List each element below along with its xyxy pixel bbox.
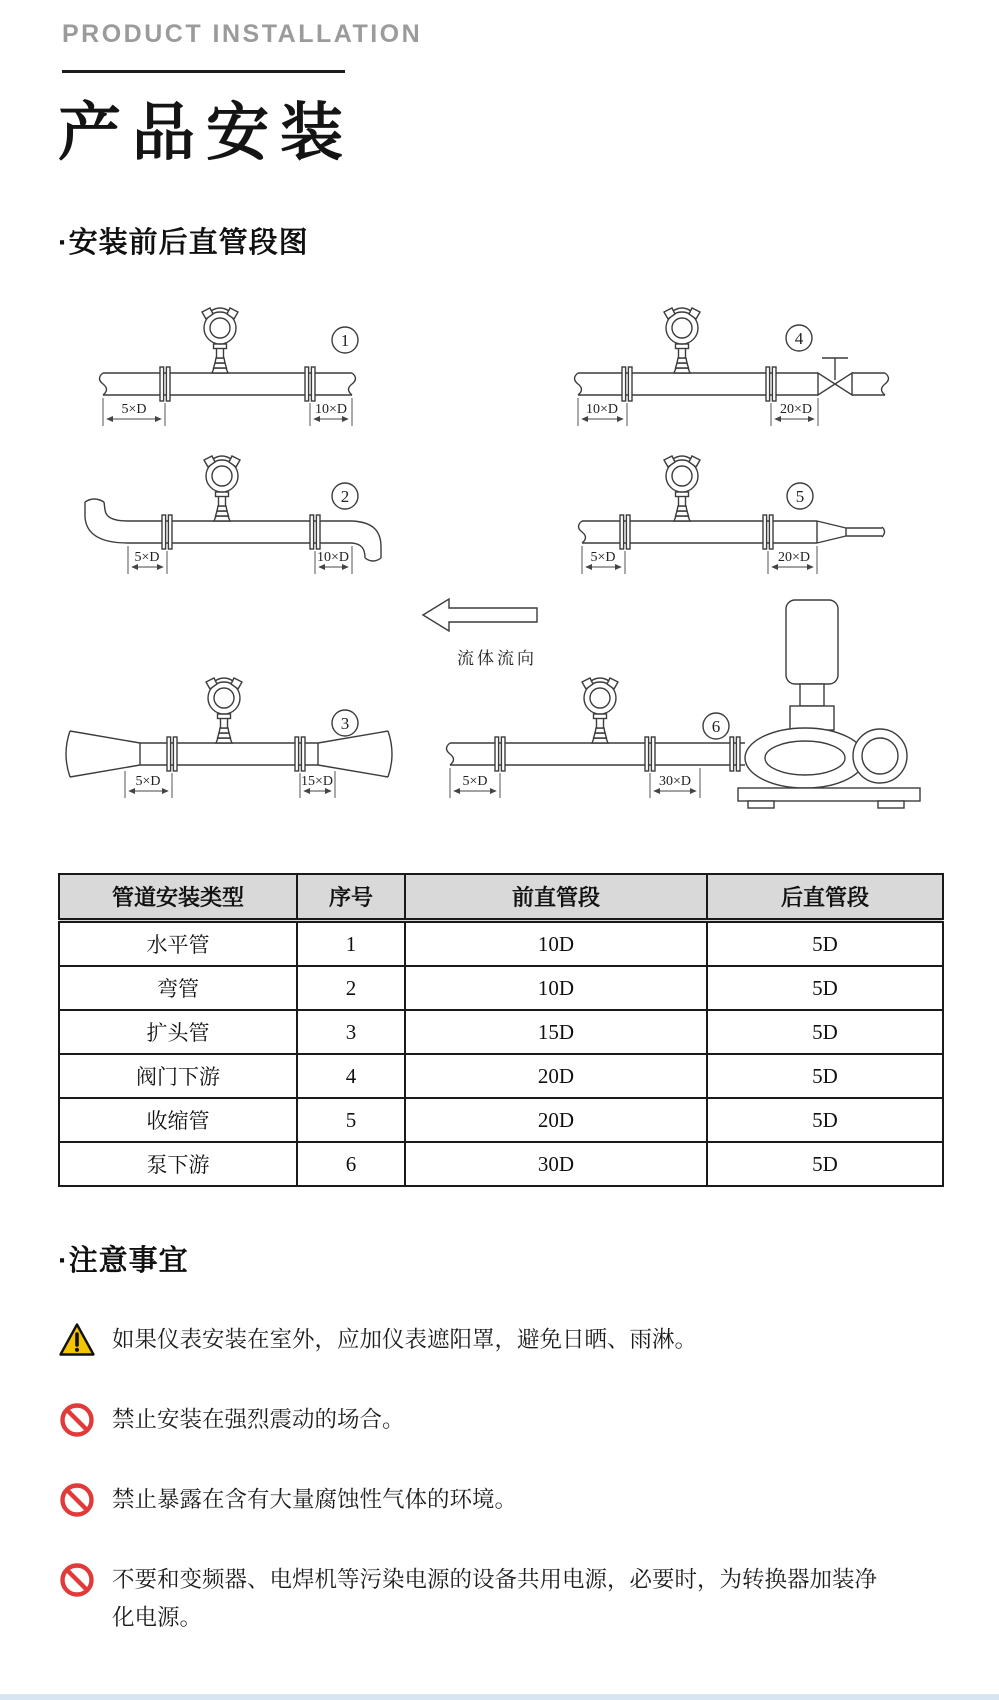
flow-direction-arrow	[423, 599, 537, 631]
diagram-6-pump-downstream	[447, 600, 921, 808]
cell-downstream: 5D	[707, 921, 943, 967]
prohibited-icon	[58, 1561, 96, 1599]
dim-label: 5×D	[121, 402, 147, 417]
prohibited-icon	[58, 1481, 96, 1519]
flow-meter-icon	[206, 678, 242, 743]
note-text: 不要和变频器、电焊机等污染电源的设备共用电源，必要时，为转换器加装净化电源。	[112, 1567, 878, 1630]
flow-meter-icon	[582, 678, 618, 743]
note-text: 禁止安装在强烈震动的场合。	[112, 1407, 405, 1432]
diagram-1-horizontal-pipe	[100, 308, 359, 426]
dim-label: 10×D	[585, 402, 619, 417]
valve-icon	[818, 358, 852, 395]
flange-icon	[295, 737, 305, 771]
diagram-number: 1	[340, 331, 350, 350]
dim-label: 5×D	[134, 550, 160, 565]
diagram-3-expanded-pipe	[66, 678, 392, 798]
table-row	[59, 1142, 943, 1186]
dim-label: 10×D	[314, 402, 348, 417]
flow-meter-icon	[664, 456, 700, 521]
flow-meter-icon	[664, 308, 700, 373]
cell-upstream: 30D	[405, 1142, 707, 1186]
flange-icon	[160, 367, 170, 401]
cell-upstream: 10D	[405, 966, 707, 1010]
diagram-number: 5	[795, 487, 805, 506]
dim-label: 5×D	[590, 550, 616, 565]
note-item	[58, 1561, 944, 1637]
table-header-row	[59, 874, 943, 921]
diagram-2-bend-pipe	[85, 456, 381, 574]
flange-icon	[620, 515, 630, 549]
cell-upstream: 15D	[405, 1010, 707, 1054]
warning-icon	[58, 1321, 96, 1359]
flange-icon	[310, 515, 320, 549]
cell-type: 收缩管	[59, 1098, 297, 1142]
flange-icon	[763, 515, 773, 549]
flow-meter-icon	[202, 308, 238, 373]
title-underline	[62, 70, 345, 73]
cell-downstream: 5D	[707, 1142, 943, 1186]
cell-number: 2	[297, 966, 405, 1010]
col-header-number: 序号	[297, 874, 405, 921]
diagram-4-valve-downstream	[575, 308, 889, 426]
col-header-install-type: 管道安装类型	[59, 874, 297, 921]
table-row	[59, 1098, 943, 1142]
note-item	[58, 1401, 944, 1439]
diagram-number: 2	[340, 487, 350, 506]
table-row	[59, 921, 943, 967]
flange-icon	[167, 737, 177, 771]
flow-meter-icon	[204, 456, 240, 521]
cell-type: 扩头管	[59, 1010, 297, 1054]
flange-icon	[305, 367, 315, 401]
cell-downstream: 5D	[707, 1054, 943, 1098]
dim-label: 30×D	[658, 774, 692, 789]
flow-direction	[423, 599, 537, 668]
cell-number: 3	[297, 1010, 405, 1054]
cell-upstream: 20D	[405, 1098, 707, 1142]
cell-upstream: 20D	[405, 1054, 707, 1098]
cell-number: 6	[297, 1142, 405, 1186]
dim-label: 5×D	[462, 774, 488, 789]
flange-icon	[766, 367, 776, 401]
cell-number: 1	[297, 921, 405, 967]
cell-number: 4	[297, 1054, 405, 1098]
table-row	[59, 1054, 943, 1098]
straight-pipe-spec-table	[58, 873, 944, 1187]
dim-label: 5×D	[135, 774, 161, 789]
dim-label: 15×D	[300, 774, 334, 789]
dim-label: 20×D	[777, 550, 811, 565]
diagram-5-reducer-pipe	[579, 456, 885, 574]
prohibited-icon	[58, 1401, 96, 1439]
flow-direction-label: 流体流向	[457, 649, 537, 668]
dim-label: 20×D	[779, 402, 813, 417]
cell-downstream: 5D	[707, 966, 943, 1010]
diagram-number: 4	[794, 329, 804, 348]
table-row	[59, 966, 943, 1010]
diagram-number: 3	[340, 714, 350, 733]
col-header-upstream: 前直管段	[405, 874, 707, 921]
note-text: 禁止暴露在含有大量腐蚀性气体的环境。	[112, 1487, 518, 1512]
page-title: 产品安装	[58, 98, 354, 168]
cell-type: 弯管	[59, 966, 297, 1010]
flange-icon	[622, 367, 632, 401]
installation-diagrams	[0, 268, 999, 813]
flange-icon	[162, 515, 172, 549]
col-header-downstream: 后直管段	[707, 874, 943, 921]
notes-section	[58, 1238, 944, 1637]
section-heading-diagrams: ·安装前后直管段图	[58, 227, 309, 259]
cell-type: 阀门下游	[59, 1054, 297, 1098]
cell-number: 5	[297, 1098, 405, 1142]
diagram-number: 6	[711, 717, 721, 736]
flange-icon	[645, 737, 655, 771]
eyebrow-text: PRODUCT INSTALLATION	[62, 20, 423, 48]
flange-icon	[730, 737, 740, 771]
note-item	[58, 1321, 944, 1359]
cell-type: 水平管	[59, 921, 297, 967]
pump-icon	[738, 600, 920, 808]
table-row	[59, 1010, 943, 1054]
section-heading-notes: ·注意事宜	[58, 1245, 189, 1277]
note-text: 如果仪表安装在室外，应加仪表遮阳罩，避免日晒、雨淋。	[112, 1327, 698, 1352]
cell-downstream: 5D	[707, 1010, 943, 1054]
cell-upstream: 10D	[405, 921, 707, 967]
flange-icon	[495, 737, 505, 771]
dim-label: 10×D	[316, 550, 350, 565]
bottom-strip	[0, 1694, 999, 1700]
note-item	[58, 1481, 944, 1519]
cell-downstream: 5D	[707, 1098, 943, 1142]
cell-type: 泵下游	[59, 1142, 297, 1186]
